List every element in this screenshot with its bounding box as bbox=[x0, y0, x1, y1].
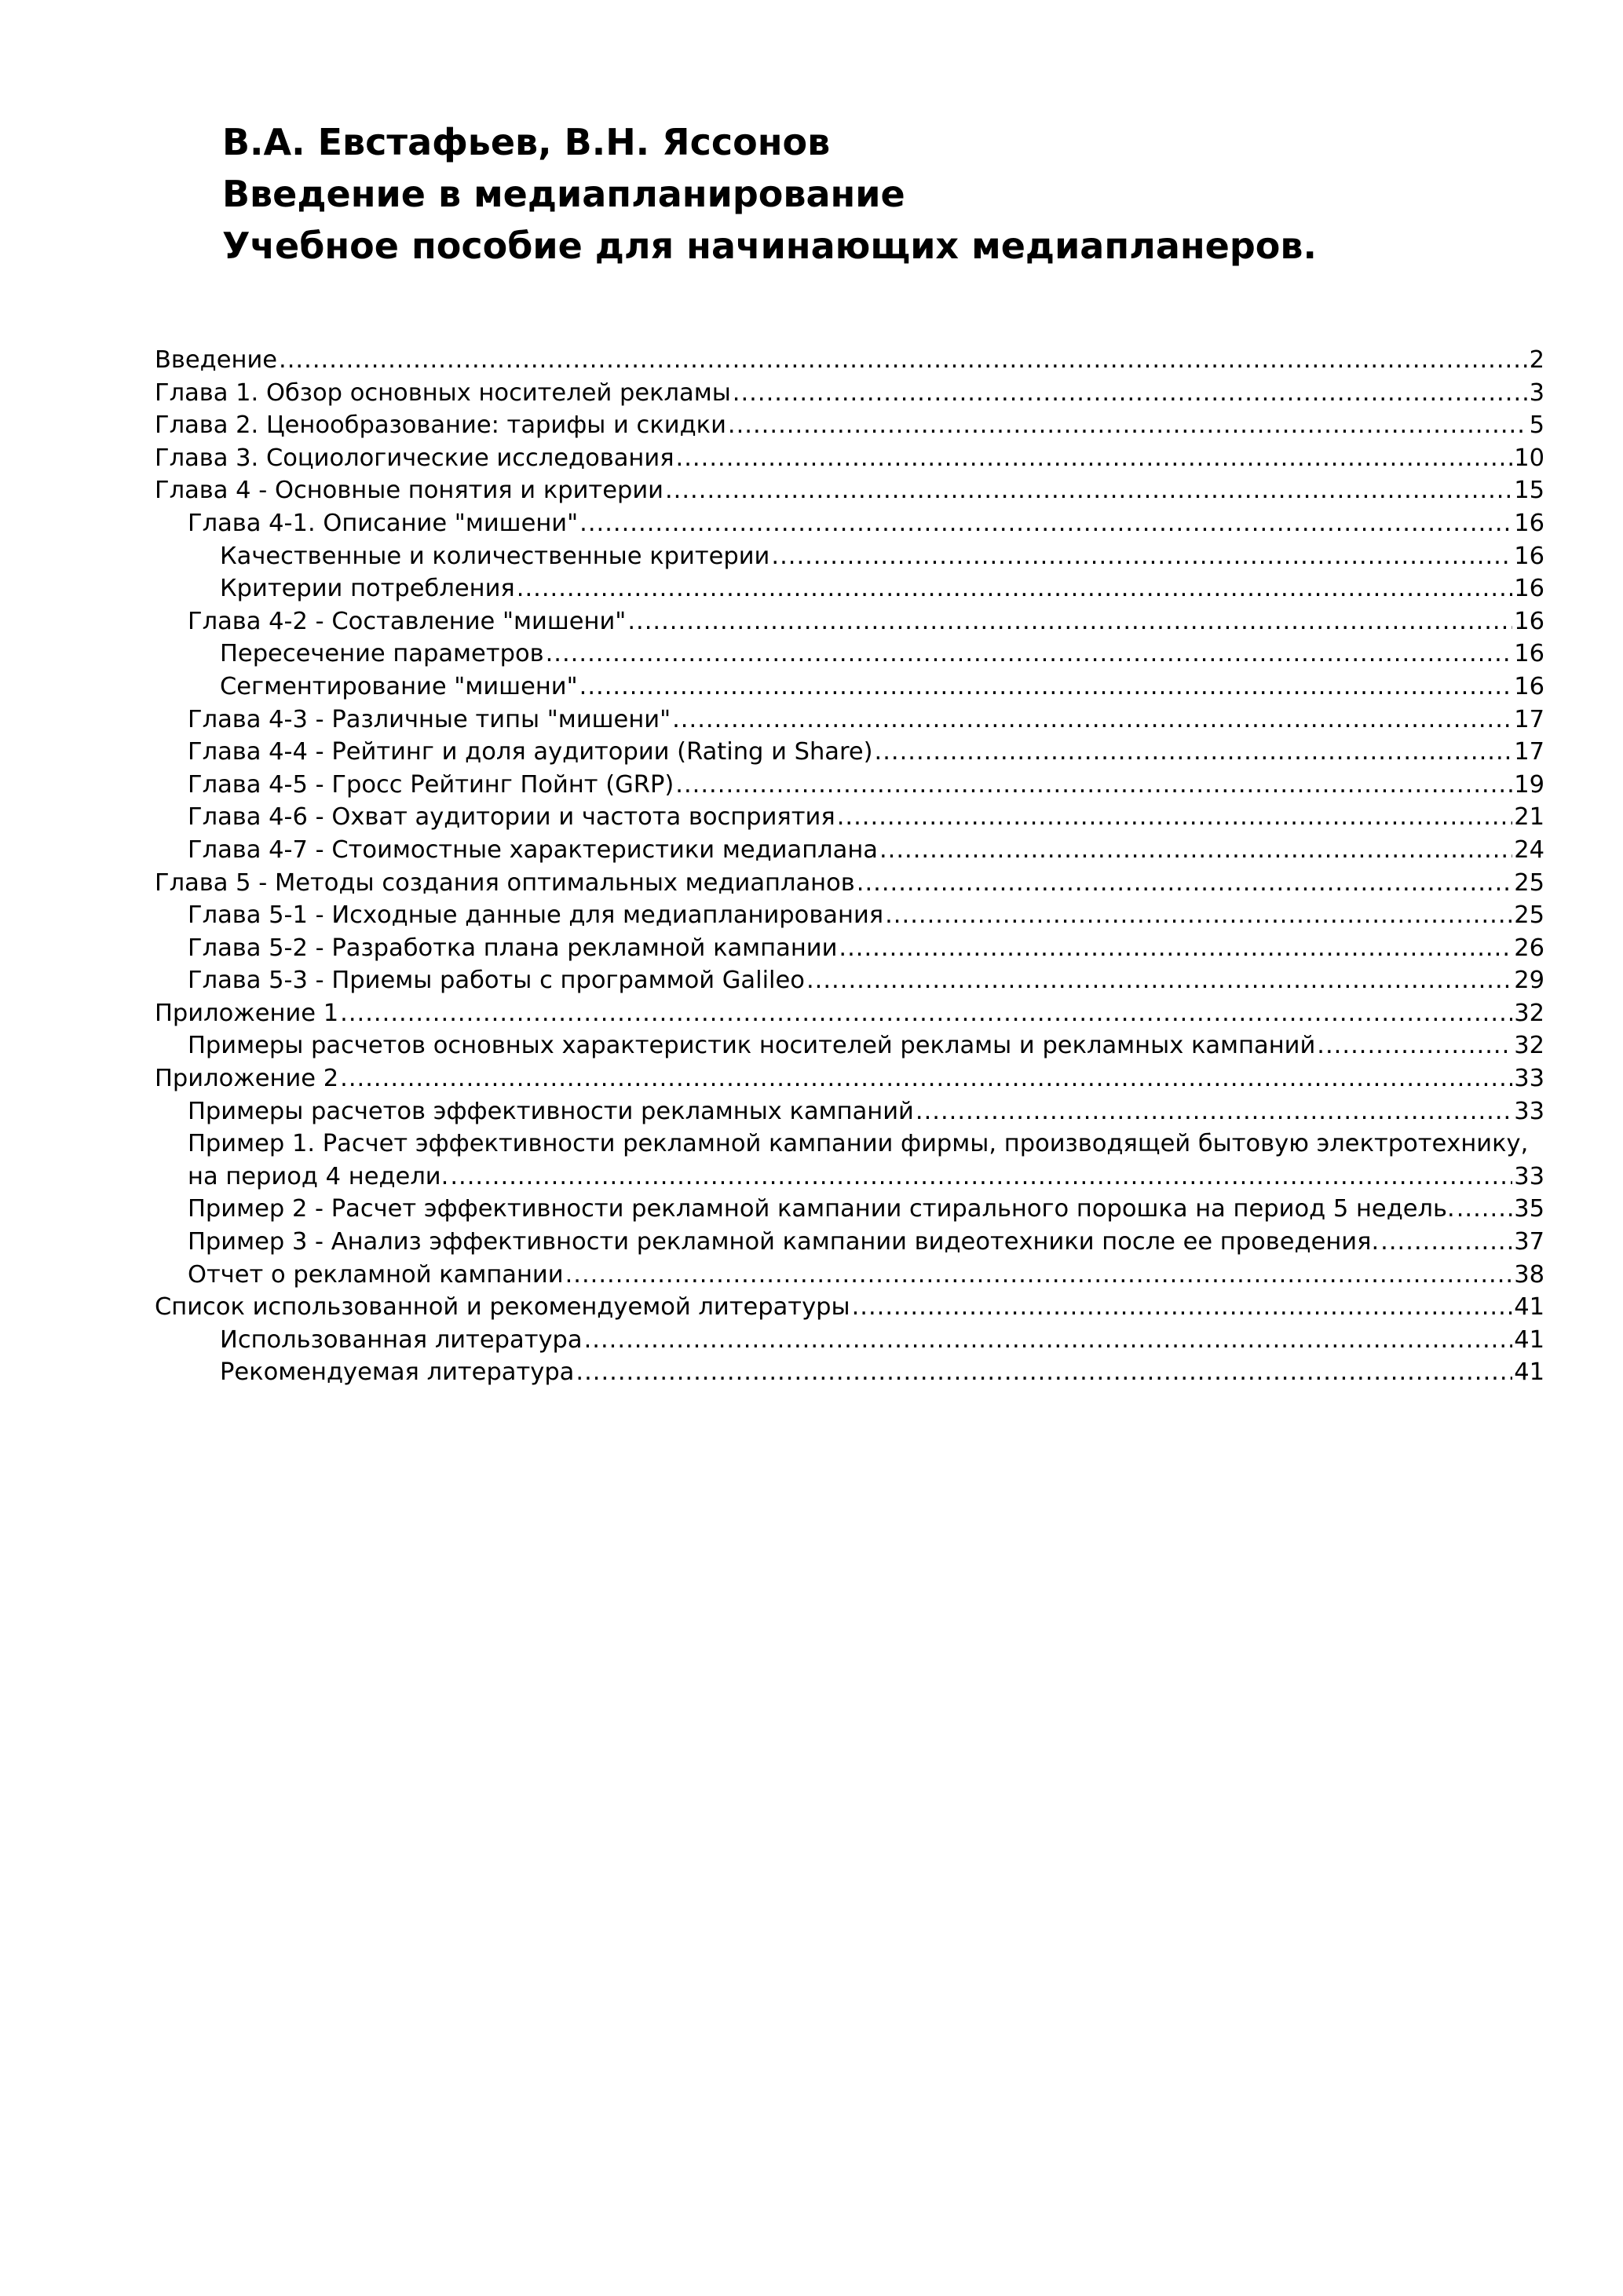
toc-entry-label: Использованная литература bbox=[220, 1325, 583, 1354]
toc-dot-leader bbox=[1380, 1226, 1512, 1259]
toc-entry[interactable] bbox=[155, 1193, 1544, 1226]
toc-entry[interactable] bbox=[155, 834, 1544, 867]
toc-entry-page: 16 bbox=[1514, 640, 1544, 668]
toc-entry-label: Примеры расчетов основных характеристик носителей рекламы и рекламных кампаний bbox=[188, 1032, 1316, 1060]
toc-entry-label: Глава 4-2 - Составление "мишени" bbox=[188, 607, 627, 635]
toc-entry-label: Глава 5-1 - Исходные данные для медиапланирования bbox=[188, 901, 884, 930]
toc-entry-label: Глава 5 - Методы создания оптимальных медиапланов bbox=[155, 868, 855, 897]
toc-dot-leader bbox=[857, 867, 1512, 900]
toc-entry-page: 19 bbox=[1514, 770, 1544, 799]
toc-entry-label: Качественные и количественные критерии bbox=[220, 542, 770, 570]
toc-entry[interactable] bbox=[155, 1291, 1544, 1324]
toc-entry-label: Глава 5-2 - Разработка плана рекламной кампании bbox=[188, 934, 838, 962]
toc-dot-leader bbox=[675, 769, 1512, 802]
toc-entry-label: Рекомендуемая литература bbox=[220, 1358, 575, 1387]
toc-dot-leader bbox=[665, 474, 1512, 507]
toc-entry[interactable] bbox=[155, 540, 1544, 573]
toc-dot-leader bbox=[579, 671, 1513, 704]
toc-dot-leader bbox=[916, 1095, 1512, 1128]
toc-dot-leader bbox=[728, 409, 1528, 442]
toc-entry[interactable] bbox=[155, 1226, 1544, 1259]
toc-entry[interactable] bbox=[155, 964, 1544, 997]
toc-dot-leader bbox=[852, 1291, 1513, 1324]
toc-entry-label: Глава 1. Обзор основных носителей рекламы bbox=[155, 378, 731, 407]
toc-entry-page: 33 bbox=[1514, 1065, 1544, 1093]
toc-entry[interactable] bbox=[155, 1324, 1544, 1357]
toc-entry-page: 33 bbox=[1514, 1097, 1544, 1125]
toc-entry-label: Глава 4-3 - Различные типы "мишени" bbox=[188, 705, 671, 733]
toc-entry-label: Введение bbox=[155, 346, 278, 374]
toc-entry-page: 3 bbox=[1529, 378, 1544, 407]
toc-entry-page: 33 bbox=[1514, 1162, 1544, 1190]
toc-dot-leader bbox=[1317, 1029, 1512, 1062]
toc-dot-leader bbox=[579, 507, 1512, 540]
toc-entry[interactable] bbox=[155, 638, 1544, 671]
toc-entry-page: 32 bbox=[1514, 1032, 1544, 1060]
toc-entry-label: Глава 2. Ценообразование: тарифы и скидки bbox=[155, 411, 726, 440]
toc-entry-label: Глава 3. Социологические исследования bbox=[155, 444, 674, 472]
toc-entry[interactable] bbox=[155, 769, 1544, 802]
toc-entry-page: 41 bbox=[1514, 1293, 1544, 1322]
toc-entry-label: Глава 4-4 - Рейтинг и доля аудитории (Rating и Share) bbox=[188, 738, 873, 766]
toc-entry-page: 16 bbox=[1514, 607, 1544, 635]
toc-entry-label: Критерии потребления bbox=[220, 575, 515, 603]
toc-dot-leader bbox=[450, 1161, 1512, 1194]
toc-dot-leader bbox=[517, 572, 1512, 605]
toc-dot-leader bbox=[875, 736, 1513, 769]
toc-entry[interactable] bbox=[155, 1062, 1544, 1095]
toc-entry-label: Глава 4-1. Описание "мишени" bbox=[188, 509, 579, 537]
toc-entry-label: Глава 4-7 - Стоимостные характеристики медиаплана bbox=[188, 835, 878, 864]
toc-entry-page: 10 bbox=[1514, 444, 1544, 472]
toc-entry[interactable] bbox=[155, 671, 1544, 704]
toc-entry-page: 16 bbox=[1514, 509, 1544, 537]
toc-entry-label: Сегментирование "мишени" bbox=[220, 672, 578, 700]
toc-dot-leader bbox=[885, 899, 1512, 932]
toc-entry-page: 21 bbox=[1514, 803, 1544, 832]
toc-entry-label: Список использованной и рекомендуемой литературы bbox=[155, 1293, 850, 1322]
toc-entry[interactable] bbox=[155, 1356, 1544, 1389]
toc-entry[interactable] bbox=[155, 409, 1544, 442]
toc-entry[interactable] bbox=[155, 1095, 1544, 1128]
toc-entry-page: 29 bbox=[1514, 967, 1544, 995]
toc-entry[interactable] bbox=[155, 507, 1544, 540]
toc-entry-label: Приложение 2 bbox=[155, 1065, 339, 1093]
toc-entry[interactable] bbox=[155, 1029, 1544, 1062]
toc-dot-leader bbox=[676, 442, 1513, 475]
toc-entry[interactable] bbox=[155, 1259, 1544, 1292]
toc-dot-leader bbox=[1457, 1193, 1512, 1226]
toc-entry-label-continuation: на период 4 недели. bbox=[188, 1162, 449, 1190]
book-subtitle: Учебное пособие для начинающих медиапланеров. bbox=[222, 225, 1317, 267]
toc-entry-page: 41 bbox=[1514, 1325, 1544, 1354]
toc-entry[interactable] bbox=[155, 1128, 1544, 1193]
toc-entry-page: 2 bbox=[1529, 346, 1544, 374]
toc-entry-page: 35 bbox=[1514, 1195, 1544, 1223]
document-header bbox=[222, 116, 1317, 272]
toc-entry-page: 16 bbox=[1514, 672, 1544, 700]
toc-entry[interactable] bbox=[155, 377, 1544, 410]
toc-dot-leader bbox=[837, 801, 1512, 834]
toc-entry-label: Приложение 1 bbox=[155, 999, 339, 1027]
toc-entry-page: 37 bbox=[1514, 1228, 1544, 1256]
toc-entry-label: Глава 4-5 - Гросс Рейтинг Пойнт (GRP) bbox=[188, 770, 674, 799]
toc-entry-label: Пример 1. Расчет эффективности рекламной кампании фирмы, производящей бытовую электротехнику, bbox=[188, 1130, 1529, 1158]
toc-entry[interactable] bbox=[155, 605, 1544, 638]
toc-entry[interactable] bbox=[155, 736, 1544, 769]
toc-entry-page: 24 bbox=[1514, 835, 1544, 864]
toc-entry[interactable] bbox=[155, 442, 1544, 475]
toc-entry-label: Отчет о рекламной кампании bbox=[188, 1260, 564, 1289]
toc-entry[interactable] bbox=[155, 344, 1544, 377]
toc-entry-page: 17 bbox=[1514, 705, 1544, 733]
book-title: Введение в медиапланирование bbox=[222, 173, 905, 215]
toc-dot-leader bbox=[546, 638, 1513, 671]
toc-entry-page: 17 bbox=[1514, 738, 1544, 766]
toc-entry[interactable] bbox=[155, 899, 1544, 932]
toc-entry-page: 16 bbox=[1514, 575, 1544, 603]
toc-entry[interactable] bbox=[155, 997, 1544, 1030]
toc-entry[interactable] bbox=[155, 572, 1544, 605]
toc-dot-leader bbox=[565, 1259, 1513, 1292]
toc-entry-label: Пример 3 - Анализ эффективности рекламной кампании видеотехники после ее проведения. bbox=[188, 1228, 1380, 1256]
toc-dot-leader bbox=[771, 540, 1512, 573]
toc-dot-leader bbox=[340, 1062, 1512, 1095]
table-of-contents bbox=[155, 344, 1544, 1389]
toc-entry[interactable] bbox=[155, 867, 1544, 900]
toc-dot-leader bbox=[584, 1324, 1513, 1357]
toc-entry-label: Пересечение параметров bbox=[220, 640, 544, 668]
toc-entry-label: Глава 4-6 - Охват аудитории и частота восприятия bbox=[188, 803, 835, 832]
toc-entry-page: 5 bbox=[1529, 411, 1544, 440]
toc-dot-leader bbox=[627, 605, 1512, 638]
toc-entry-label: Глава 5-3 - Приемы работы с программой Galileo bbox=[188, 967, 805, 995]
toc-entry-page: 38 bbox=[1514, 1260, 1544, 1289]
toc-dot-leader bbox=[733, 377, 1528, 410]
toc-dot-leader bbox=[576, 1356, 1512, 1389]
toc-dot-leader bbox=[839, 932, 1512, 965]
toc-entry-page: 32 bbox=[1514, 999, 1544, 1027]
toc-entry-label: Глава 4 - Основные понятия и критерии bbox=[155, 477, 663, 505]
toc-entry-label: Пример 2 - Расчет эффективности рекламной кампании стирального порошка на период 5 недель. bbox=[188, 1195, 1455, 1223]
toc-entry-page: 15 bbox=[1514, 477, 1544, 505]
toc-entry-page: 16 bbox=[1514, 542, 1544, 570]
toc-entry-page: 41 bbox=[1514, 1358, 1544, 1387]
toc-dot-leader bbox=[672, 704, 1512, 737]
authors: В.А. Евстафьев, В.Н. Яссонов bbox=[222, 121, 831, 163]
toc-entry[interactable] bbox=[155, 801, 1544, 834]
toc-entry-label: Примеры расчетов эффективности рекламных кампаний bbox=[188, 1097, 914, 1125]
toc-entry-page: 25 bbox=[1514, 868, 1544, 897]
toc-entry[interactable] bbox=[155, 932, 1544, 965]
toc-dot-leader bbox=[806, 964, 1512, 997]
toc-entry[interactable] bbox=[155, 704, 1544, 737]
toc-dot-leader bbox=[340, 997, 1512, 1030]
toc-entry-page: 25 bbox=[1514, 901, 1544, 930]
toc-entry-page: 26 bbox=[1514, 934, 1544, 962]
toc-entry[interactable] bbox=[155, 474, 1544, 507]
toc-dot-leader bbox=[279, 344, 1528, 377]
toc-dot-leader bbox=[879, 834, 1512, 867]
